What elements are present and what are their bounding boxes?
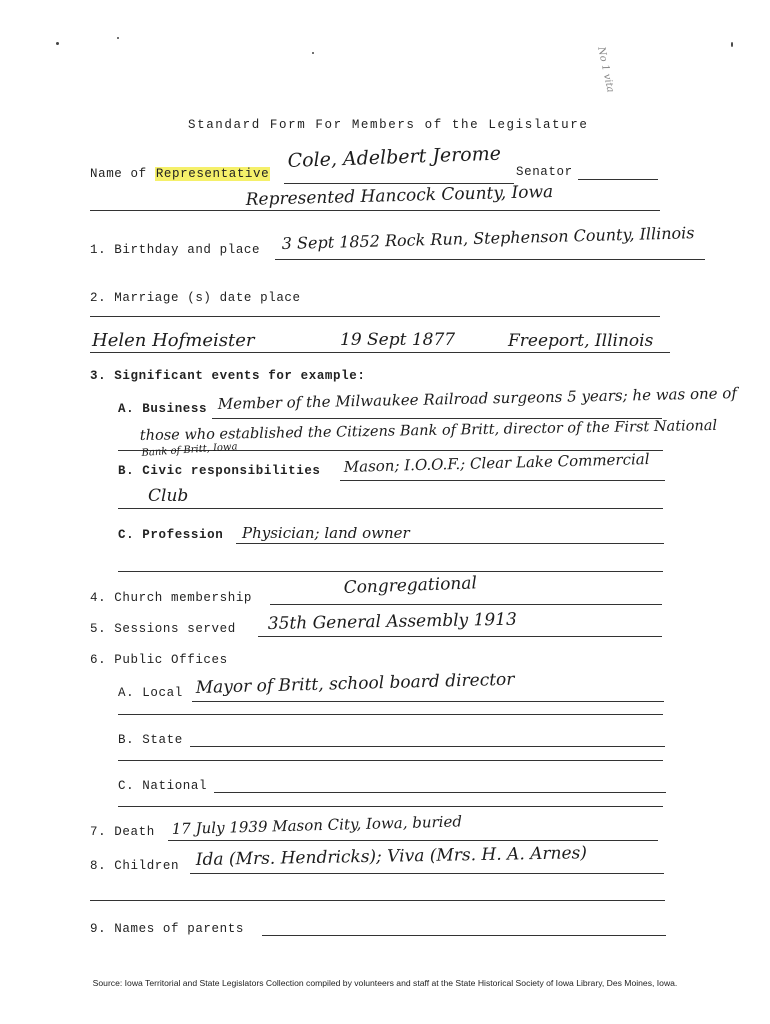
marriage-label: 2. Marriage (s) date place	[90, 291, 301, 305]
business-label: A. Business	[118, 402, 208, 416]
birthday-line	[275, 259, 705, 260]
name-label: Name of Representative	[90, 167, 270, 181]
speck	[117, 37, 119, 39]
speck	[731, 42, 733, 47]
children-label: 8. Children	[90, 859, 180, 873]
church-answer: Congregational	[343, 573, 478, 598]
marriage-line-1	[90, 316, 660, 317]
sessions-line	[258, 636, 662, 637]
name-answer: Cole, Adelbert Jerome	[287, 142, 502, 172]
business-line-1	[212, 418, 662, 419]
national-line-1	[214, 792, 666, 793]
source-footer: Source: Iowa Territorial and State Legislators Collection compiled by volunteers and staff at the State Historical Society of Iowa Library, Des Moines, Iowa.	[92, 978, 678, 988]
children-answer: Ida (Mrs. Hendricks); Viva (Mrs. H. A. Arnes)	[195, 843, 588, 870]
marriage-place: Freeport, Illinois	[508, 331, 654, 351]
local-line-1	[192, 701, 664, 702]
senator-line	[578, 179, 658, 180]
business-answer-1: Member of the Milwaukee Railroad surgeons 5 years; he was one of	[217, 384, 738, 413]
state-label: B. State	[118, 733, 183, 747]
corner-note: No 1 vita	[595, 46, 616, 94]
profession-line-2	[118, 571, 663, 572]
marriage-line-2	[90, 352, 670, 353]
sessions-answer: 35th General Assembly 1913	[267, 609, 518, 634]
profession-answer: Physician; land owner	[242, 524, 410, 542]
form-title: Standard Form For Members of the Legislature	[188, 118, 589, 132]
events-label: 3. Significant events for example:	[90, 369, 366, 383]
state-line-1	[190, 746, 665, 747]
civic-line-2	[118, 508, 663, 509]
birthday-answer: 3 Sept 1852 Rock Run, Stephenson County, Illinois	[281, 223, 695, 253]
speck	[312, 52, 314, 54]
parents-line	[262, 935, 666, 936]
church-label: 4. Church membership	[90, 591, 253, 605]
local-label: A. Local	[118, 686, 183, 700]
civic-answer-2: Club	[148, 486, 189, 506]
marriage-date: 19 Sept 1877	[340, 330, 456, 350]
represented-line	[90, 210, 660, 211]
children-line-2	[90, 900, 665, 901]
speck	[56, 42, 59, 45]
civic-line-1	[340, 480, 665, 481]
profession-line-1	[236, 543, 664, 544]
business-answer-2: those who established the Citizens Bank of Britt, director of the First National	[139, 417, 718, 444]
marriage-spouse: Helen Hofmeister	[92, 330, 255, 351]
representative-highlight: Representative	[155, 167, 270, 181]
business-answer-3: Bank of Britt, Iowa	[141, 441, 238, 459]
national-line-2	[118, 806, 663, 807]
state-line-2	[118, 760, 663, 761]
death-line	[168, 840, 658, 841]
local-line-2	[118, 714, 663, 715]
death-label: 7. Death	[90, 825, 155, 839]
death-answer: 17 July 1939 Mason City, Iowa, buried	[171, 812, 463, 838]
public-offices-label: 6. Public Offices	[90, 653, 228, 667]
birthday-label: 1. Birthday and place	[90, 243, 261, 257]
church-line	[270, 604, 662, 605]
senator-label: Senator	[516, 165, 573, 179]
represented-answer: Represented Hancock County, Iowa	[245, 181, 554, 210]
civic-answer-1: Mason; I.O.O.F.; Clear Lake Commercial	[343, 449, 650, 476]
profession-label: C. Profession	[118, 528, 224, 542]
parents-label: 9. Names of parents	[90, 922, 244, 936]
civic-label: B. Civic responsibilities	[118, 464, 321, 478]
children-line-1	[190, 873, 664, 874]
national-label: C. National	[118, 779, 208, 793]
sessions-label: 5. Sessions served	[90, 622, 236, 636]
local-answer: Mayor of Britt, school board director	[195, 669, 515, 698]
